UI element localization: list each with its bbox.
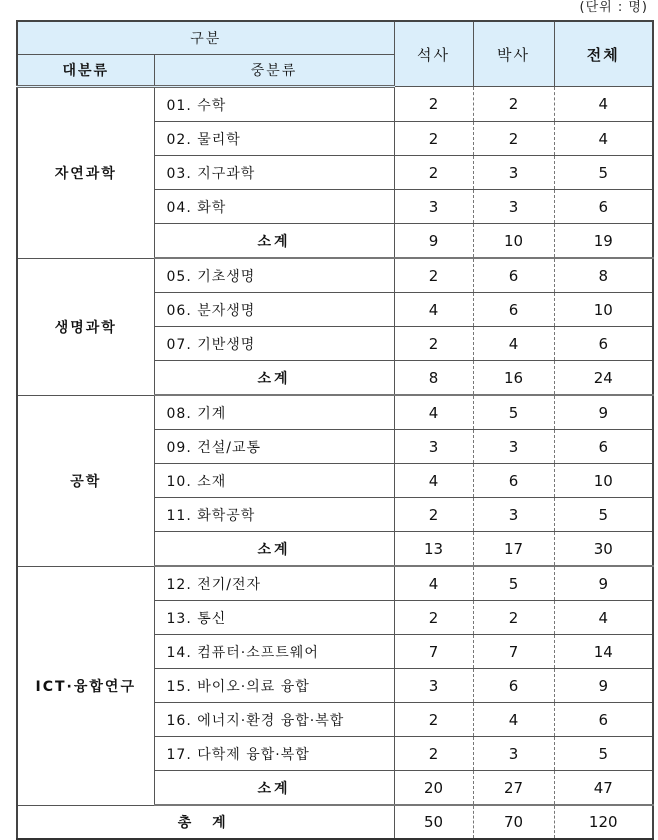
total-count: 5	[554, 498, 653, 532]
grand-total-label: 총 계	[17, 805, 394, 839]
minor-category: 09. 건설/교통	[154, 430, 394, 464]
subtotal-masters: 13	[394, 532, 473, 567]
graduate-allocation-table	[16, 20, 654, 840]
minor-category: 06. 분자생명	[154, 293, 394, 327]
phd-count: 5	[473, 395, 554, 430]
minor-category: 02. 물리학	[154, 122, 394, 156]
header-masters: 석사	[394, 21, 473, 87]
total-count: 5	[554, 737, 653, 771]
header-total: 전체	[554, 21, 653, 87]
masters-count: 4	[394, 395, 473, 430]
total-count: 4	[554, 87, 653, 122]
major-category: 공학	[17, 395, 154, 566]
masters-count: 2	[394, 87, 473, 122]
masters-count: 3	[394, 669, 473, 703]
total-count: 9	[554, 395, 653, 430]
phd-count: 5	[473, 566, 554, 601]
subtotal-masters: 9	[394, 224, 473, 259]
total-count: 6	[554, 190, 653, 224]
total-count: 14	[554, 635, 653, 669]
table-body	[17, 87, 653, 840]
subtotal-label: 소계	[154, 771, 394, 806]
table-row	[17, 87, 653, 122]
phd-count: 2	[473, 601, 554, 635]
subtotal-total: 19	[554, 224, 653, 259]
masters-count: 2	[394, 703, 473, 737]
masters-count: 2	[394, 327, 473, 361]
phd-count: 2	[473, 87, 554, 122]
minor-category: 14. 컴퓨터·소프트웨어	[154, 635, 394, 669]
table-row	[17, 566, 653, 601]
total-count: 6	[554, 703, 653, 737]
subtotal-total: 24	[554, 361, 653, 396]
header-phd: 박사	[473, 21, 554, 87]
subtotal-phd: 10	[473, 224, 554, 259]
total-count: 4	[554, 122, 653, 156]
total-count: 5	[554, 156, 653, 190]
minor-category: 10. 소재	[154, 464, 394, 498]
masters-count: 7	[394, 635, 473, 669]
minor-category: 04. 화학	[154, 190, 394, 224]
subtotal-total: 30	[554, 532, 653, 567]
phd-count: 3	[473, 737, 554, 771]
masters-count: 2	[394, 122, 473, 156]
minor-category: 12. 전기/전자	[154, 566, 394, 601]
total-count: 6	[554, 327, 653, 361]
masters-count: 2	[394, 737, 473, 771]
minor-category: 15. 바이오·의료 융합	[154, 669, 394, 703]
subtotal-label: 소계	[154, 224, 394, 259]
phd-count: 2	[473, 122, 554, 156]
phd-count: 4	[473, 327, 554, 361]
phd-count: 7	[473, 635, 554, 669]
major-category: 자연과학	[17, 87, 154, 259]
masters-count: 2	[394, 258, 473, 293]
phd-count: 6	[473, 293, 554, 327]
subtotal-masters: 20	[394, 771, 473, 806]
header-minor: 중분류	[154, 55, 394, 87]
total-count: 6	[554, 430, 653, 464]
unit-note: (단위 : 명)	[579, 0, 648, 15]
total-count: 10	[554, 464, 653, 498]
subtotal-phd: 17	[473, 532, 554, 567]
minor-category: 08. 기계	[154, 395, 394, 430]
minor-category: 03. 지구과학	[154, 156, 394, 190]
minor-category: 01. 수학	[154, 87, 394, 122]
grand-total-total: 120	[554, 805, 653, 839]
minor-category: 11. 화학공학	[154, 498, 394, 532]
header-group: 구분	[17, 21, 394, 55]
masters-count: 2	[394, 601, 473, 635]
grand-total-phd: 70	[473, 805, 554, 839]
subtotal-masters: 8	[394, 361, 473, 396]
minor-category: 17. 다학제 융합·복합	[154, 737, 394, 771]
table-row	[17, 395, 653, 430]
phd-count: 3	[473, 498, 554, 532]
subtotal-phd: 16	[473, 361, 554, 396]
minor-category: 16. 에너지·환경 융합·복합	[154, 703, 394, 737]
total-count: 10	[554, 293, 653, 327]
masters-count: 4	[394, 566, 473, 601]
total-count: 8	[554, 258, 653, 293]
phd-count: 3	[473, 190, 554, 224]
minor-category: 05. 기초생명	[154, 258, 394, 293]
masters-count: 2	[394, 498, 473, 532]
subtotal-label: 소계	[154, 532, 394, 567]
masters-count: 3	[394, 430, 473, 464]
masters-count: 2	[394, 156, 473, 190]
major-category: 생명과학	[17, 258, 154, 395]
phd-count: 4	[473, 703, 554, 737]
table-row	[17, 258, 653, 293]
phd-count: 6	[473, 258, 554, 293]
masters-count: 3	[394, 190, 473, 224]
total-count: 9	[554, 669, 653, 703]
subtotal-phd: 27	[473, 771, 554, 806]
masters-count: 4	[394, 464, 473, 498]
minor-category: 07. 기반생명	[154, 327, 394, 361]
grand-total-masters: 50	[394, 805, 473, 839]
phd-count: 6	[473, 669, 554, 703]
phd-count: 6	[473, 464, 554, 498]
phd-count: 3	[473, 156, 554, 190]
total-count: 9	[554, 566, 653, 601]
masters-count: 4	[394, 293, 473, 327]
phd-count: 3	[473, 430, 554, 464]
total-count: 4	[554, 601, 653, 635]
subtotal-label: 소계	[154, 361, 394, 396]
header-major: 대분류	[17, 55, 154, 87]
minor-category: 13. 통신	[154, 601, 394, 635]
major-category: ICT·융합연구	[17, 566, 154, 805]
subtotal-total: 47	[554, 771, 653, 806]
